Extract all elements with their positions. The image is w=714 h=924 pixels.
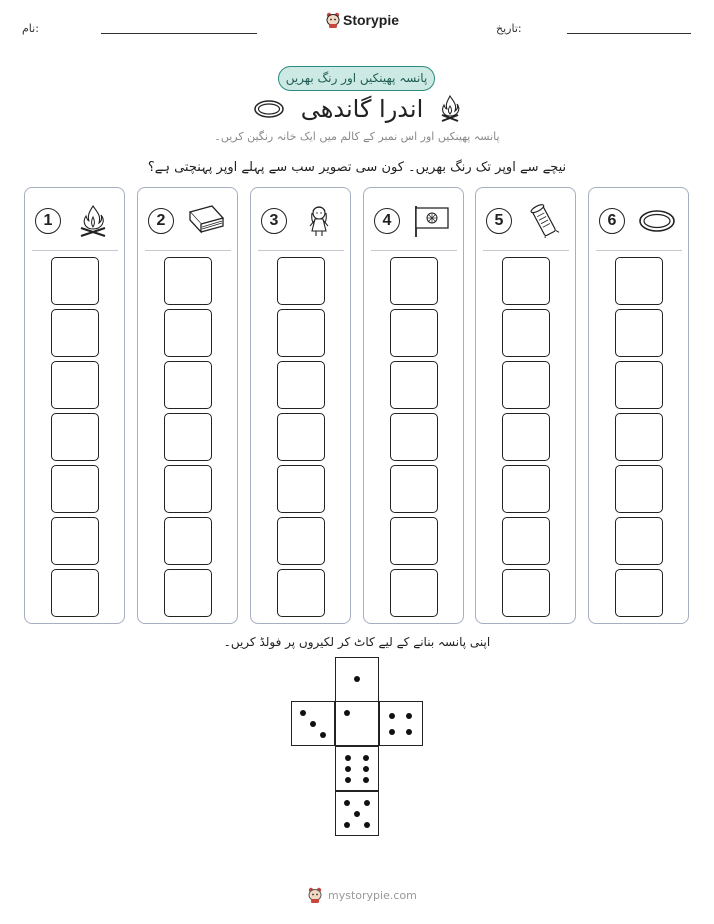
column-divider xyxy=(371,250,457,251)
pip xyxy=(300,710,306,716)
column-header xyxy=(35,204,115,238)
pip xyxy=(406,713,412,719)
pip xyxy=(363,755,369,761)
color-cell[interactable] xyxy=(615,413,663,461)
name-label: نام: xyxy=(22,22,39,35)
color-cell[interactable] xyxy=(277,517,325,565)
pip xyxy=(389,729,395,735)
column-divider xyxy=(483,250,569,251)
color-cell[interactable] xyxy=(615,517,663,565)
column-divider xyxy=(32,250,118,251)
page-title: اندرا گاندھی xyxy=(300,95,424,123)
color-cell[interactable] xyxy=(390,465,438,513)
dice-net xyxy=(291,657,425,836)
column-header xyxy=(261,204,341,238)
column-number: 1 xyxy=(35,208,61,234)
color-cell[interactable] xyxy=(502,309,550,357)
color-cell[interactable] xyxy=(615,465,663,513)
column-number: 2 xyxy=(148,208,174,234)
pip xyxy=(345,766,351,772)
color-cell[interactable] xyxy=(390,517,438,565)
color-cell[interactable] xyxy=(502,361,550,409)
pip xyxy=(364,822,370,828)
color-cell[interactable] xyxy=(390,569,438,617)
color-cell[interactable] xyxy=(277,309,325,357)
color-cell[interactable] xyxy=(615,309,663,357)
dice-face-6 xyxy=(335,746,379,791)
color-cell[interactable] xyxy=(51,517,99,565)
dice-face-1 xyxy=(335,657,379,702)
column-header xyxy=(148,204,228,238)
color-cell[interactable] xyxy=(164,517,212,565)
pip xyxy=(354,811,360,817)
column-1 xyxy=(24,187,125,624)
campfire-icon xyxy=(439,94,461,124)
book-icon xyxy=(186,204,226,238)
color-cell[interactable] xyxy=(51,569,99,617)
color-cell[interactable] xyxy=(277,361,325,409)
pip xyxy=(406,729,412,735)
date-line[interactable] xyxy=(567,33,691,34)
column-4 xyxy=(363,187,464,624)
color-cell[interactable] xyxy=(277,413,325,461)
color-cell[interactable] xyxy=(51,257,99,305)
pip xyxy=(310,721,316,727)
column-number: 5 xyxy=(486,208,512,234)
column-number: 6 xyxy=(599,208,625,234)
cut-instruction: اپنی پانسہ بنانے کے لیے کاٹ کر لکیروں پر فولڈ کریں۔ xyxy=(223,635,491,649)
pip xyxy=(354,676,360,682)
activity-pill: پانسہ پھینکیں اور رنگ بھریں xyxy=(278,66,435,91)
pip xyxy=(364,800,370,806)
color-cell[interactable] xyxy=(502,413,550,461)
column-divider xyxy=(258,250,344,251)
column-6 xyxy=(588,187,689,624)
color-cell[interactable] xyxy=(502,257,550,305)
color-cell[interactable] xyxy=(277,569,325,617)
dice-face-3 xyxy=(291,701,335,746)
color-cell[interactable] xyxy=(51,465,99,513)
color-cell[interactable] xyxy=(615,361,663,409)
dice-face-4 xyxy=(379,701,423,746)
dice-face-5 xyxy=(335,791,379,836)
color-cell[interactable] xyxy=(615,257,663,305)
color-cell[interactable] xyxy=(51,309,99,357)
storypie-mascot-icon xyxy=(326,12,340,28)
column-divider xyxy=(596,250,682,251)
brand-logo xyxy=(326,12,399,28)
column-number: 4 xyxy=(374,208,400,234)
ring-icon xyxy=(637,204,677,238)
color-cell[interactable] xyxy=(390,413,438,461)
pip xyxy=(344,800,350,806)
column-header xyxy=(599,204,679,238)
title-row xyxy=(250,92,464,126)
date-label: تاریخ: xyxy=(496,22,522,35)
column-2 xyxy=(137,187,238,624)
column-5 xyxy=(475,187,576,624)
footer xyxy=(307,887,417,903)
footer-url[interactable]: mystorypie.com xyxy=(328,888,417,902)
color-cell[interactable] xyxy=(390,309,438,357)
color-cell[interactable] xyxy=(277,465,325,513)
storypie-mascot-icon xyxy=(307,887,323,903)
color-cell[interactable] xyxy=(390,257,438,305)
color-cell[interactable] xyxy=(390,361,438,409)
color-cell[interactable] xyxy=(164,361,212,409)
campfire-icon xyxy=(73,204,113,238)
color-cell[interactable] xyxy=(164,569,212,617)
instructions-subtitle: پانسہ پھینکیں اور اس نمبر کے کالم میں ایک خانہ رنگین کریں۔ xyxy=(214,130,500,143)
color-cell[interactable] xyxy=(164,257,212,305)
color-cell[interactable] xyxy=(164,465,212,513)
color-cell[interactable] xyxy=(164,309,212,357)
color-cell[interactable] xyxy=(51,413,99,461)
dice-face-1 xyxy=(335,701,379,746)
color-cell[interactable] xyxy=(615,569,663,617)
name-line[interactable] xyxy=(101,33,257,34)
column-number: 3 xyxy=(261,208,287,234)
column-3 xyxy=(250,187,351,624)
pip xyxy=(345,777,351,783)
column-header xyxy=(486,204,566,238)
race-question: نیچے سے اوپر تک رنگ بھریں۔ کون سی تصویر سب سے پہلے اوپر پہنچتی ہے؟ xyxy=(147,160,567,175)
ring-icon xyxy=(253,99,285,119)
color-cell[interactable] xyxy=(277,257,325,305)
column-header xyxy=(374,204,454,238)
pip xyxy=(363,766,369,772)
column-divider xyxy=(145,250,231,251)
pip xyxy=(363,777,369,783)
flag-icon xyxy=(412,204,452,238)
pip xyxy=(389,713,395,719)
brand-name: Storypie xyxy=(343,12,400,28)
color-cell[interactable] xyxy=(502,465,550,513)
color-cell[interactable] xyxy=(164,413,212,461)
pip xyxy=(320,732,326,738)
pip xyxy=(344,822,350,828)
pip xyxy=(345,755,351,761)
color-cell[interactable] xyxy=(51,361,99,409)
color-cell[interactable] xyxy=(502,569,550,617)
scroll-icon xyxy=(524,204,564,238)
color-cell[interactable] xyxy=(502,517,550,565)
pip xyxy=(344,710,350,716)
girl-doll-icon xyxy=(299,204,339,238)
